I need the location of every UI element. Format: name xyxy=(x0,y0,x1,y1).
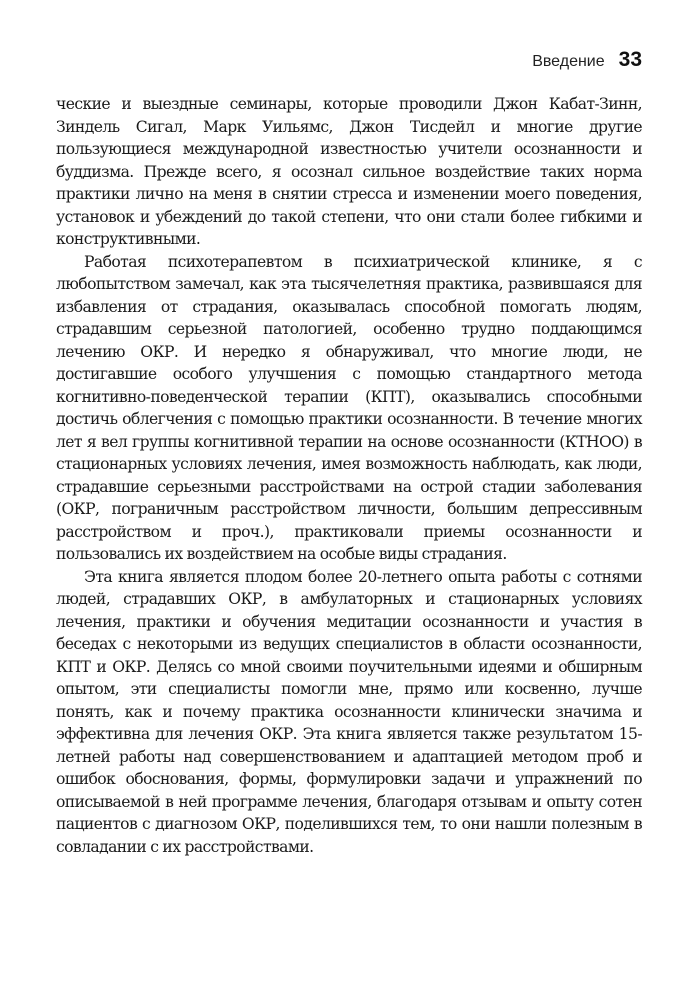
paragraph-2: Работая психотерапевтом в психиатрической клинике, я с любопытством замечал, как эта тысячелетняя практика, развившаяся для избавления от страдания, оказывалась способной помогать людям, страдавшим серьезной патологией, особенно трудно поддающимся лечению ОКР. И нередко я обнаруживал, что многие люди, не достигавшие особого улучшения с помощью стандартного метода когнитивно-поведенческой терапии (КПТ), оказывались способными достичь облегчения с помощью практики осознанности. В течение многих лет я вел группы когнитивной терапии на основе осознанности (КТНОО) в стационарных условиях лечения, имея возможность наблюдать, как люди, страдавшие серьезными расстройствами на острой стадии заболевания (ОКР, пограничным расстройством личности, большим депрессивным расстройством и проч.), практиковали приемы осознанности и пользовались их воздействием на особые виды страдания. xyxy=(56,252,642,563)
body-text xyxy=(56,93,642,858)
running-header-title: Введение xyxy=(532,53,605,70)
paragraph-1: ческие и выездные семинары, которые проводили Джон Кабат-Зинн, Зиндель Сигал, Марк Уильямс, Джон Тисдейл и многие другие пользующиеся международной известностью учители осознанности и буддизма. Прежде всего, я осознал сильное воздействие таких норма практики лично на меня в снятии стресса и изменении моего поведения, установок и убеждений до такой степени, что они стали более гибкими и конструктивными. xyxy=(56,95,642,248)
page-number: 33 xyxy=(618,48,642,71)
running-header xyxy=(532,48,642,72)
paragraph-3: Эта книга является плодом более 20-летнего опыта работы с сотнями людей, страдавших ОКР, в амбулаторных и стационарных условиях лечения, практики и обучения медитации осознанности и участия в беседах с некоторыми из ведущих специалистов в области осознанности, КПТ и ОКР. Делясь со мной своими поучительными идеями и обширным опытом, эти специалисты помогли мне, прямо или косвенно, лучше понять, как и почему практика осознанности клинически значима и эффективна для лечения ОКР. Эта книга является также результатом 15-летней работы над совершенствованием и адаптацией методом проб и ошибок обоснования, формы, формулировки задачи и упражнений по описываемой в ней программе лечения, благодаря отзывам и опыту сотен пациентов с диагнозом ОКР, поделившихся тем, то они нашли полезным в совладании с их расстройствами. xyxy=(56,567,642,856)
